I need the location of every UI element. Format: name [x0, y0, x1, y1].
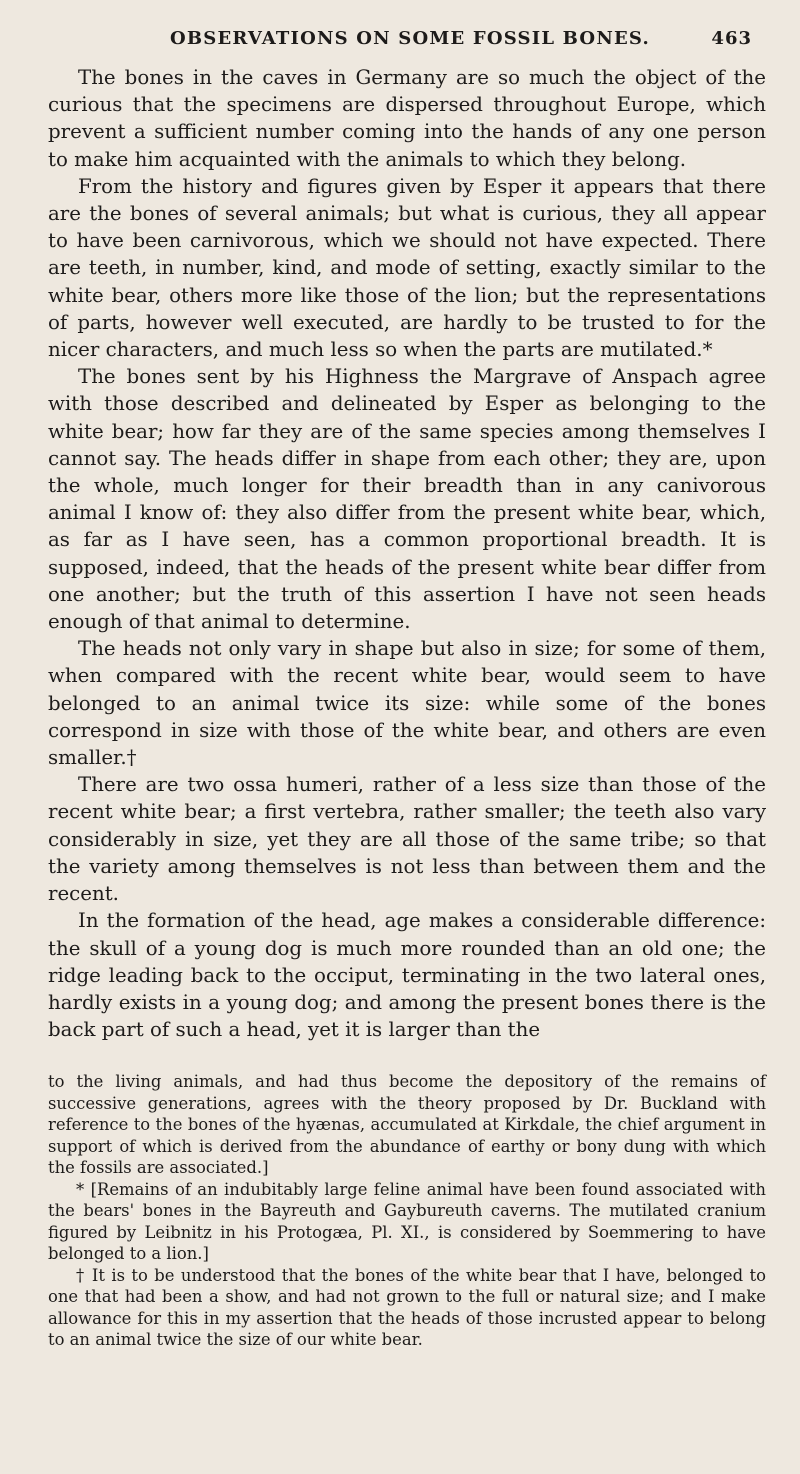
running-head	[48, 14, 766, 54]
paragraph: The bones in the caves in Germany are so much the object of the curious that the specimens are dispersed throughout Europe, which prevent a sufficient number coming into the hands of any one person to make him acquainted with the animals to which they belong.	[48, 66, 766, 171]
paragraph: From the history and figures given by Esper it appears that there are the bones of several animals; but what is curious, they all appear to have been carnivorous, which we should not have expected. There are teeth, in number, kind, and mode of setting, exactly similar to the white bear, others more like those of the lion; but the representations of parts, however well executed, are hardly to be trusted to for the nicer characters, and much less so when the parts are mutilated.*	[48, 174, 766, 362]
paragraph: There are two ossa humeri, rather of a less size than those of the recent white bear; a first vertebra, rather smaller; the teeth also vary considerably in size, yet they are all those of the same tribe; so that the variety among themselves is not less than between them and the recent.	[48, 773, 766, 906]
paragraph: The bones sent by his Highness the Margrave of Anspach agree with those described and delineated by Esper as belonging to the white bear; how far they are of the same species among themselves I cannot say. The heads differ in shape from each other; they are, upon the whole, much longer for their breadth than in any canivorous animal I know of: they also differ from the present white bear, which, as far as I have seen, has a common proportional breadth. It is supposed, indeed, that the heads of the present white bear differ from one another; but the truth of this assertion I have not seen heads enough of that animal to determine.	[48, 365, 766, 634]
body-text	[48, 64, 766, 1043]
running-title: OBSERVATIONS ON SOME FOSSIL BONES.	[170, 28, 650, 49]
paragraph: The heads not only vary in shape but also in size; for some of them, when compared with the recent white bear, would seem to have belonged to an animal twice its size: while some of the bones correspond in size with those of the white bear, and others are even smaller.†	[48, 637, 766, 770]
paragraph: In the formation of the head, age makes a considerable difference: the skull of a young dog is much more rounded than an old one; the ridge leading back to the occiput, terminating in the two lateral ones, hardly exists in a young dog; and among the present bones there is the back part of such a head, yet it is larger than the	[48, 909, 766, 1042]
page-number: 463	[711, 28, 752, 49]
footnote-star: * [Remains of an indubitably large feline animal have been found associated with the bears' bones in the Bayreuth and Gaybureuth caverns. The mutilated cranium figured by Leibnitz in his Protogæa, Pl. XI., is considered by Soemmering to have belonged to a lion.]	[48, 1179, 766, 1264]
footnote-continuation: to the living animals, and had thus become the depository of the remains of successive generations, agrees with the theory proposed by Dr. Buckland with reference to the bones of the hyænas, accumulated at Kirkdale, the chief argument in support of which is derived from the abundance of earthy or bony dung with which the fossils are associated.]	[48, 1072, 766, 1178]
footnotes	[48, 1071, 766, 1351]
footnote-dagger: † It is to be understood that the bones of the white bear that I have, belonged to one that had been a show, and had not grown to the full or natural size; and I make allowance for this in my assertion that the heads of those incrusted appear to belong to an animal twice the size of our white bear.	[48, 1265, 766, 1350]
